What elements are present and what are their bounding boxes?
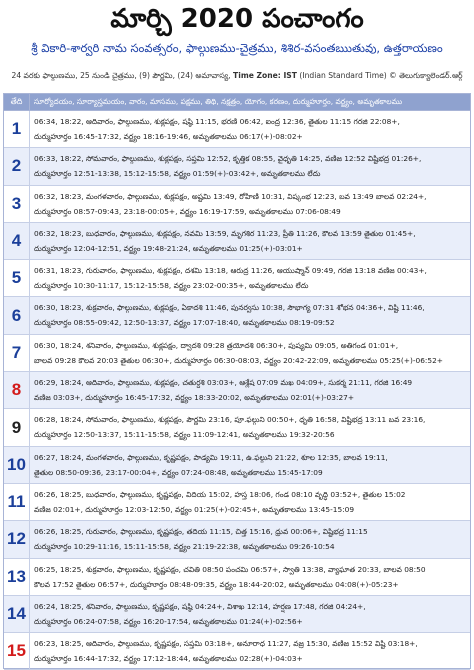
day-details <box>30 372 470 408</box>
table-row <box>4 111 470 148</box>
day-number: 12 <box>4 521 30 557</box>
table-row <box>4 260 470 297</box>
details-line-1: 06:29, 18:24, ఆదివారం, ఫాల్గుణము, శుక్లపక్షం, చతుర్దశి 03:03+, ఆశ్లేష 07:09 మఖ 04:09+, సుకర్మ 21:11, గరజి 16:49 <box>34 378 413 388</box>
table-row <box>4 223 470 260</box>
day-details <box>30 186 470 222</box>
day-number: 9 <box>4 409 30 445</box>
day-details <box>30 335 470 371</box>
header-desc: సూర్యోదయం, సూర్యాస్తమయం, వారం, మాసము, పక్షము, తిథి, నక్షత్రం, యోగం, కరణం, దుర్ముహూర్తం, వర్జ్యం, అమృతకాలము <box>34 97 403 106</box>
day-number: 1 <box>4 111 30 147</box>
day-details <box>30 521 470 557</box>
table-row <box>4 409 470 446</box>
details-line-1: 06:28, 18:24, సోమవారం, ఫాల్గుణము, శుక్లపక్షం, పౌర్ణమి 23:16, పూ.ఫల్గుని 00:50+, ధృతి 16:58, విష్టిభద్ర 13:11 బవ 23:16, <box>34 415 426 425</box>
details-line-2: కౌలవ 17:52 తైతుల 06:57+, దుర్ముహూర్తం 08:48-09:35, వర్జ్యం 18:44-20:02, అమృతకాలము 04:08(+)-05:23+ <box>34 579 399 589</box>
details-line-2: దుర్ముహూర్తం 16:45-17:32, వర్జ్యం 18:16-19:46, అమృతకాలము 06:17(+)-08:02+ <box>34 132 303 141</box>
table-header <box>4 94 470 111</box>
details-line-2: దుర్ముహూర్తం 08:57-09:43, 23:18-00:05+, వర్జ్యం 16:19-17:59, అమృతకాలము 07:06-08:49 <box>34 206 341 216</box>
details-line-1: 06:24, 18:25, శనివారం, ఫాల్గుణము, కృష్ణపక్షం, షష్ఠి 04:24+, విశాఖ 12:14, హర్షణ 17:48, గరజి 04:24+, <box>34 601 366 611</box>
details-line-2: దుర్ముహూర్తం 12:50-13:37, 15:11-15:58, వర్జ్యం 11:09-12:41, అమృతకాలము 19:32-20:56 <box>34 430 335 440</box>
details-line-1: 06:32, 18:23, బుధవారం, ఫాల్గుణము, శుక్లపక్షం, నవమి 13:59, మృగశిర 11:23, ప్రీతి 11:26, కౌలవ 13:59 తైతుల 01:45+, <box>34 228 416 238</box>
details-line-2: వణిజ 03:03+, దుర్ముహూర్తం 16:45-17:32, వర్జ్యం 18:33-20:02, అమృతకాలము 02:01(+)-03:27+ <box>34 393 355 403</box>
header-day: తేది <box>4 94 30 110</box>
details-line-2: దుర్ముహూర్తం 10:30-11:17, 15:12-15:58, వర్జ్యం 23:02-00:35+, అమృతకాలము లేదు <box>34 281 309 291</box>
day-details <box>30 260 470 296</box>
details-line-2: దుర్ముహూర్తం 12:51-13:38, 15:12-15:58, వర్జ్యం 01:59(+)-03:42+, అమృతకాలము లేదు <box>34 169 321 179</box>
day-number: 10 <box>4 447 30 483</box>
day-details <box>30 484 470 520</box>
table-row <box>4 335 470 372</box>
details-line-1: 06:26, 18:25, గురువారం, ఫాల్గుణము, కృష్ణపక్షం, తదియ 11:15, చిత్త 15:16, ధ్రువ 00:06+, విష్టిభద్ర 11:15 <box>34 527 368 537</box>
day-number: 14 <box>4 596 30 632</box>
day-number: 4 <box>4 223 30 259</box>
day-number: 6 <box>4 297 30 333</box>
details-line-1: 06:27, 18:24, మంగళవారం, ఫాల్గుణము, కృష్ణపక్షం, పాడ్యమి 19:11, ఉ.ఫల్గుని 21:22, శూల 12:35, బాలవ 19:11, <box>34 452 388 462</box>
day-number: 3 <box>4 186 30 222</box>
details-line-1: 06:32, 18:23, మంగళవారం, ఫాల్గుణము, శుక్లపక్షం, అష్టమి 13:49, రోహిణి 10:31, విష్కంభ 12:23, బవ 13:49 బాలవ 02:24+, <box>34 191 427 201</box>
info-bar <box>0 70 474 82</box>
table-row <box>4 297 470 334</box>
day-number: 7 <box>4 335 30 371</box>
info-timezone: Time Zone: IST <box>233 71 297 80</box>
day-details <box>30 223 470 259</box>
day-number: 15 <box>4 633 30 669</box>
day-details <box>30 447 470 483</box>
table-row <box>4 633 470 670</box>
details-line-1: 06:26, 18:25, బుధవారం, ఫాల్గుణము, కృష్ణపక్షం, విదియ 15:02, హస్త 18:06, గండ 08:10 వృద్ధి 03:52+, తైతుల 15:02 <box>34 489 406 499</box>
page-title: మార్చి 2020 పంచాంగం <box>110 4 364 34</box>
day-number: 11 <box>4 484 30 520</box>
page-subtitle: శ్రీ వికారి-శార్వరి నామ సంవత్సరం, ఫాల్గుణము-చైత్రము, శిశిర-వసంతఋతువు, ఉత్తరాయణం <box>31 41 443 55</box>
day-details <box>30 409 470 445</box>
day-details <box>30 633 470 669</box>
details-line-2: బాలవ 09:28 కౌలవ 20:03 తైతుల 06:30+, దుర్ముహూర్తం 06:30-08:03, వర్జ్యం 20:42-22:09, అమృతకాలము 05:25(+)-06:52+ <box>34 355 443 365</box>
table-body <box>4 111 470 670</box>
day-details <box>30 148 470 184</box>
table-row <box>4 559 470 596</box>
details-line-2: దుర్ముహూర్తం 08:55-09:42, 12:50-13:37, వర్జ్యం 17:07-18:40, అమృతకాలము 08:19-09:52 <box>34 318 335 328</box>
details-line-1: 06:31, 18:23, గురువారం, ఫాల్గుణము, శుక్లపక్షం, దశమి 13:18, ఆరుద్ర 11:26, ఆయుష్మాన్ 09:49, గరజి 13:18 వణిజ 00:43+, <box>34 266 427 276</box>
table-row <box>4 521 470 558</box>
details-line-2: దుర్ముహూర్తం 10:29-11:16, 15:11-15:58, వర్జ్యం 21:19-22:38, అమృతకాలము 09:26-10:54 <box>34 542 335 552</box>
details-line-1: 06:34, 18:22, ఆదివారం, ఫాల్గుణము, శుక్లపక్షం, షష్ఠి 11:15, భరణి 06:42, ఐంద్ర 12:36, తైతుల 11:15 గరజి 22:08+, <box>34 117 400 126</box>
info-prefix: 24 వరకు ఫాల్గుణము, 25 నుండి చైత్రము, (9) పౌర్ణమి, (24) అమావాస్య, <box>11 71 231 80</box>
table-row <box>4 186 470 223</box>
details-line-2: దుర్ముహూర్తం 06:24-07:58, వర్జ్యం 16:20-17:54, అమృతకాలము 01:24(+)-02:56+ <box>34 616 303 626</box>
details-line-2: దుర్ముహూర్తం 16:44-17:32, వర్జ్యం 17:12-18:44, అమృతకాలము 02:28(+)-04:03+ <box>34 654 303 664</box>
day-details <box>30 297 470 333</box>
table-row <box>4 148 470 185</box>
day-details <box>30 596 470 632</box>
day-details <box>30 111 470 147</box>
details-line-1: 06:30, 18:23, శుక్రవారం, ఫాల్గుణము, శుక్లపక్షం, ఏకాదశి 11:46, పునర్వసు 10:38, సౌభాగ్య 07:31 శోభన 04:36+, విష్టి 11:46, <box>34 303 425 313</box>
details-line-1: 06:23, 18:25, ఆదివారం, ఫాల్గుణము, కృష్ణపక్షం, సప్తమి 03:18+, అనూరాధ 11:27, వజ్ర 15:30, వణిజ 15:52 విష్టి 03:18+, <box>34 639 418 649</box>
details-line-1: 06:25, 18:25, శుక్రవారం, ఫాల్గుణము, కృష్ణపక్షం, చవితి 08:50 పంచమి 06:57+, స్వాతి 13:38, వ్యాఘాత 20:33, బాలవ 08:50 <box>34 564 426 574</box>
details-line-2: తైతుల 08:50-09:36, 23:17-00:04+, వర్జ్యం 07:24-08:48, అమృతకాలము 15:45-17:09 <box>34 467 323 477</box>
details-line-2: దుర్ముహూర్తం 12:04-12:51, వర్జ్యం 19:48-21:24, అమృతకాలము 01:25(+)-03:01+ <box>34 243 303 253</box>
day-number: 5 <box>4 260 30 296</box>
table-row <box>4 372 470 409</box>
details-line-2: వణిజ 02:01+, దుర్ముహూర్తం 12:03-12:50, వర్జ్యం 01:25(+)-02:45+, అమృతకాలము 13:45-15:09 <box>34 504 355 514</box>
day-number: 8 <box>4 372 30 408</box>
table-row <box>4 484 470 521</box>
info-suffix: (Indian Standard Time) © తెలుగుక్యాలెండర్.ఆర్గ్ <box>299 71 463 80</box>
details-line-1: 06:33, 18:22, సోమవారం, ఫాల్గుణము, శుక్లపక్షం, సప్తమి 12:52, కృత్తిక 08:55, వైధృతి 14:25, వణిజ 12:52 విష్టిభద్ర 01:26+, <box>34 154 422 164</box>
day-number: 13 <box>4 559 30 595</box>
details-line-1: 06:30, 18:24, శనివారం, ఫాల్గుణము, శుక్లపక్షం, ద్వాదశి 09:28 త్రయోదశి 06:30+, పుష్యమి 09:05, అతిగండ 01:01+, <box>34 340 399 350</box>
day-details <box>30 559 470 595</box>
table-row <box>4 596 470 633</box>
table-row <box>4 447 470 484</box>
panchangam-table <box>3 93 471 669</box>
day-number: 2 <box>4 148 30 184</box>
